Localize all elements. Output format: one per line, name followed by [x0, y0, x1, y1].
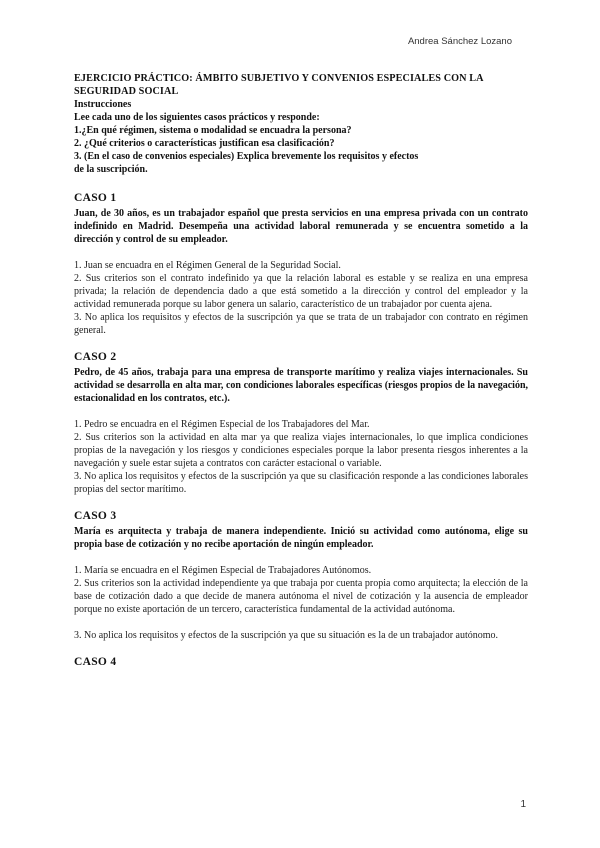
instructions-lead: Lee cada uno de los siguientes casos prácticos y responde: — [74, 112, 320, 123]
case-heading: CASO 2 — [74, 351, 117, 363]
instructions-heading: Instrucciones — [74, 99, 132, 110]
instruction-question-3-continued: de la suscripción. — [74, 164, 148, 175]
instruction-question-1: 1.¿En qué régimen, sistema o modalidad se encuadra la persona? — [74, 125, 352, 136]
case-description: María es arquitecta y trabaja de manera independiente. Inició su actividad como autónoma, elige su propia base de cotización y no recibe aportación de ningún empleador. — [74, 526, 528, 550]
case-1 — [74, 192, 528, 337]
case-answers — [74, 259, 528, 337]
answer-1: 1. María se encuadra en el Régimen Especial de Trabajadores Autónomos. — [74, 565, 372, 576]
instruction-question-3: 3. (En el caso de convenios especiales) Explica brevemente los requisitos y efectos — [74, 151, 419, 162]
answer-2: 2. Sus criterios son la actividad independiente ya que trabaja por cuenta propia como arquitecta; la elección de la base de cotización dado a que decide de manera autónoma el nivel de cotización y la ausencia de empleador porque no existe aportación de un tercero, característica fundamental de la actividad autónoma. — [74, 578, 528, 615]
case-heading: CASO 3 — [74, 510, 117, 522]
answer-2: 2. Sus criterios son la actividad en alta mar ya que realiza viajes internacionales, lo que implica condiciones propias de la navegación y los riesgos y condiciones especiales porque la labor presenta riesgos inherentes a la navegación y suele estar sujeta a contratos con carácter estacional o variable. — [74, 432, 528, 469]
instruction-question-2: 2. ¿Qué criterios o características justifican esa clasificación? — [74, 138, 335, 149]
case-3 — [74, 510, 528, 642]
document-title: EJERCICIO PRÁCTICO: ÁMBITO SUBJETIVO Y CONVENIOS ESPECIALES CON LA SEGURIDAD SOCIAL — [74, 73, 484, 97]
paragraph-gap — [74, 616, 528, 629]
answer-3: 3. No aplica los requisitos y efectos de la suscripción ya que su clasificación responde a las condiciones laborales propias del sector marítimo. — [74, 471, 528, 495]
case-2 — [74, 351, 528, 496]
case-4 — [74, 656, 528, 669]
answer-1: 1. Juan se encuadra en el Régimen General de la Seguridad Social. — [74, 260, 341, 271]
case-description: Pedro, de 45 años, trabaja para una empresa de transporte marítimo y realiza viajes internacionales. Su actividad se desarrolla en alta mar, con condiciones laborales específicas (riesgos propios de la navegación, estacionalidad en los contratos, etc.). — [74, 367, 528, 404]
document-body — [74, 72, 528, 671]
case-heading: CASO 4 — [74, 656, 117, 668]
page-number: 1 — [520, 799, 526, 810]
case-answers — [74, 564, 528, 642]
case-description: Juan, de 30 años, es un trabajador español que presta servicios en una empresa privada con un contrato indefinido en Madrid. Desempeña una actividad laboral remunerada y se encuentra sometido a la dirección y control de su empleador. — [74, 208, 528, 245]
answer-3: 3. No aplica los requisitos y efectos de la suscripción ya que se trata de un trabajador con contrato en régimen general. — [74, 312, 528, 336]
case-answers — [74, 418, 528, 496]
answer-3: 3. No aplica los requisitos y efectos de la suscripción ya que su situación es la de un trabajador autónomo. — [74, 630, 499, 641]
answer-1: 1. Pedro se encuadra en el Régimen Especial de los Trabajadores del Mar. — [74, 419, 370, 430]
answer-2: 2. Sus criterios son el contrato indefinido ya que la relación laboral es estable y se realiza en una empresa privada; la relación de dependencia dado a que está sometido a la dirección y control del empleador y la actividad remunerada porque su labor genera un salario, característico de un trabajador por cuenta ajena. — [74, 273, 528, 310]
case-heading: CASO 1 — [74, 192, 117, 204]
header-author: Andrea Sánchez Lozano — [407, 36, 512, 47]
